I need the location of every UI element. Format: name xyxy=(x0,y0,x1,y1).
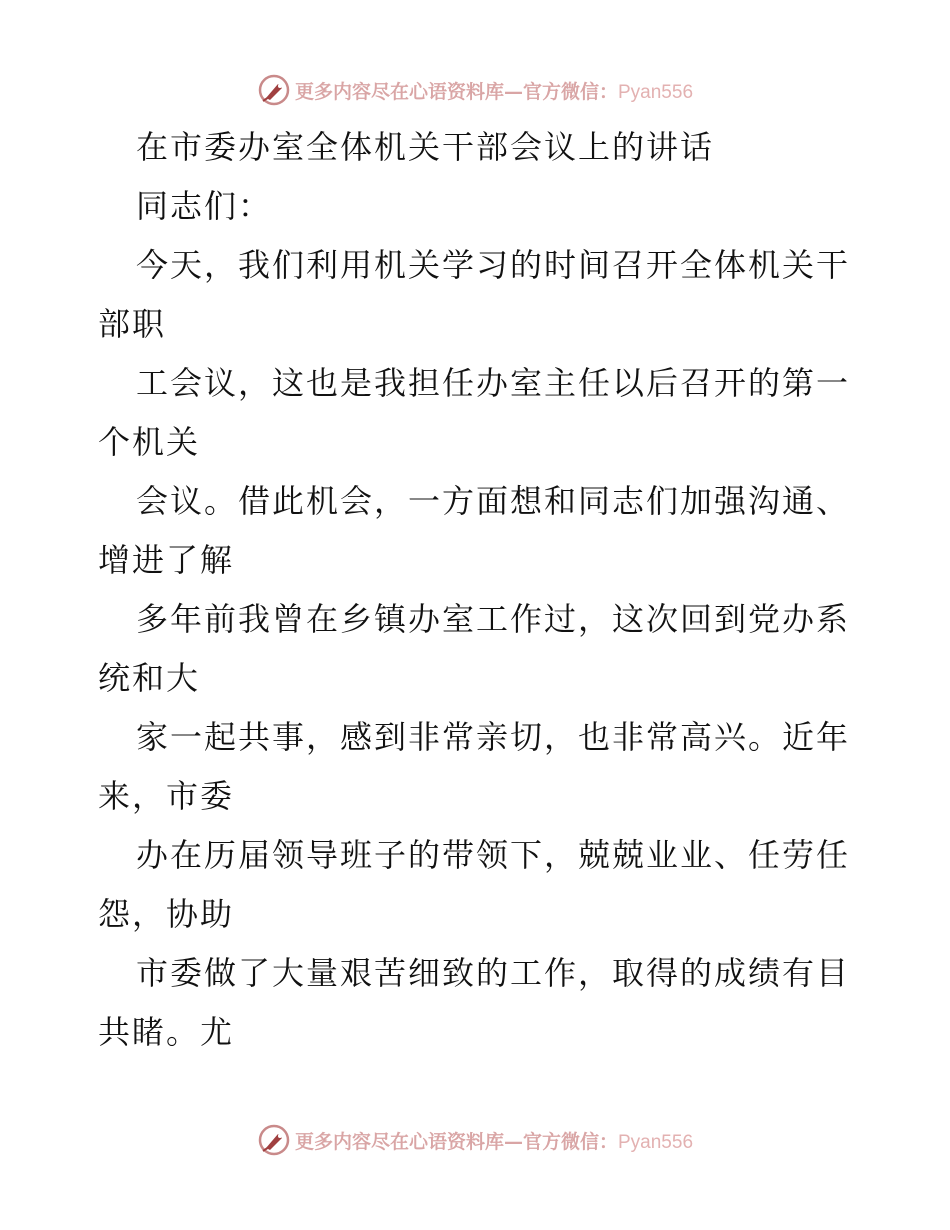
document-line: 工会议，这也是我担任办室主任以后召开的第一 xyxy=(136,364,851,402)
document-line: 增进了解 xyxy=(98,541,235,579)
wechat-id: Pyan556 xyxy=(618,81,694,103)
document-line: 市委做了大量艰苦细致的工作，取得的成绩有目 xyxy=(136,954,851,992)
document-line: 怨，协助 xyxy=(98,895,235,933)
document-line: 统和大 xyxy=(98,659,201,697)
document-line: 办在历届领导班子的带领下，兢兢业业、任劳任 xyxy=(136,836,851,874)
document-line: 个机关 xyxy=(98,423,201,461)
document-line: 会议。借此机会，一方面想和同志们加强沟通、 xyxy=(136,482,851,520)
header-banner xyxy=(0,70,950,110)
document-line: 部职 xyxy=(98,305,167,343)
document-line: 今天，我们利用机关学习的时间召开全体机关干 xyxy=(136,246,851,284)
banner-text: 更多内容尽在心语资料库—官方微信：Pyan556 xyxy=(294,80,694,103)
document-line: 来，市委 xyxy=(98,777,235,815)
pen-nib-logo-icon xyxy=(257,73,291,107)
document-body xyxy=(98,118,858,1062)
footer-banner xyxy=(0,1120,950,1160)
document-line: 同志们： xyxy=(136,187,273,225)
document-line: 在市委办室全体机关干部会议上的讲话 xyxy=(136,128,715,166)
banner-text: 更多内容尽在心语资料库—官方微信：Pyan556 xyxy=(294,1130,694,1153)
pen-nib-logo-icon xyxy=(257,1123,291,1157)
document-line: 多年前我曾在乡镇办室工作过，这次回到党办系 xyxy=(136,600,851,638)
document-line: 家一起共事，感到非常亲切，也非常高兴。近年 xyxy=(136,718,851,756)
document-line: 共睹。尤 xyxy=(98,1013,235,1051)
wechat-id: Pyan556 xyxy=(618,1131,694,1153)
